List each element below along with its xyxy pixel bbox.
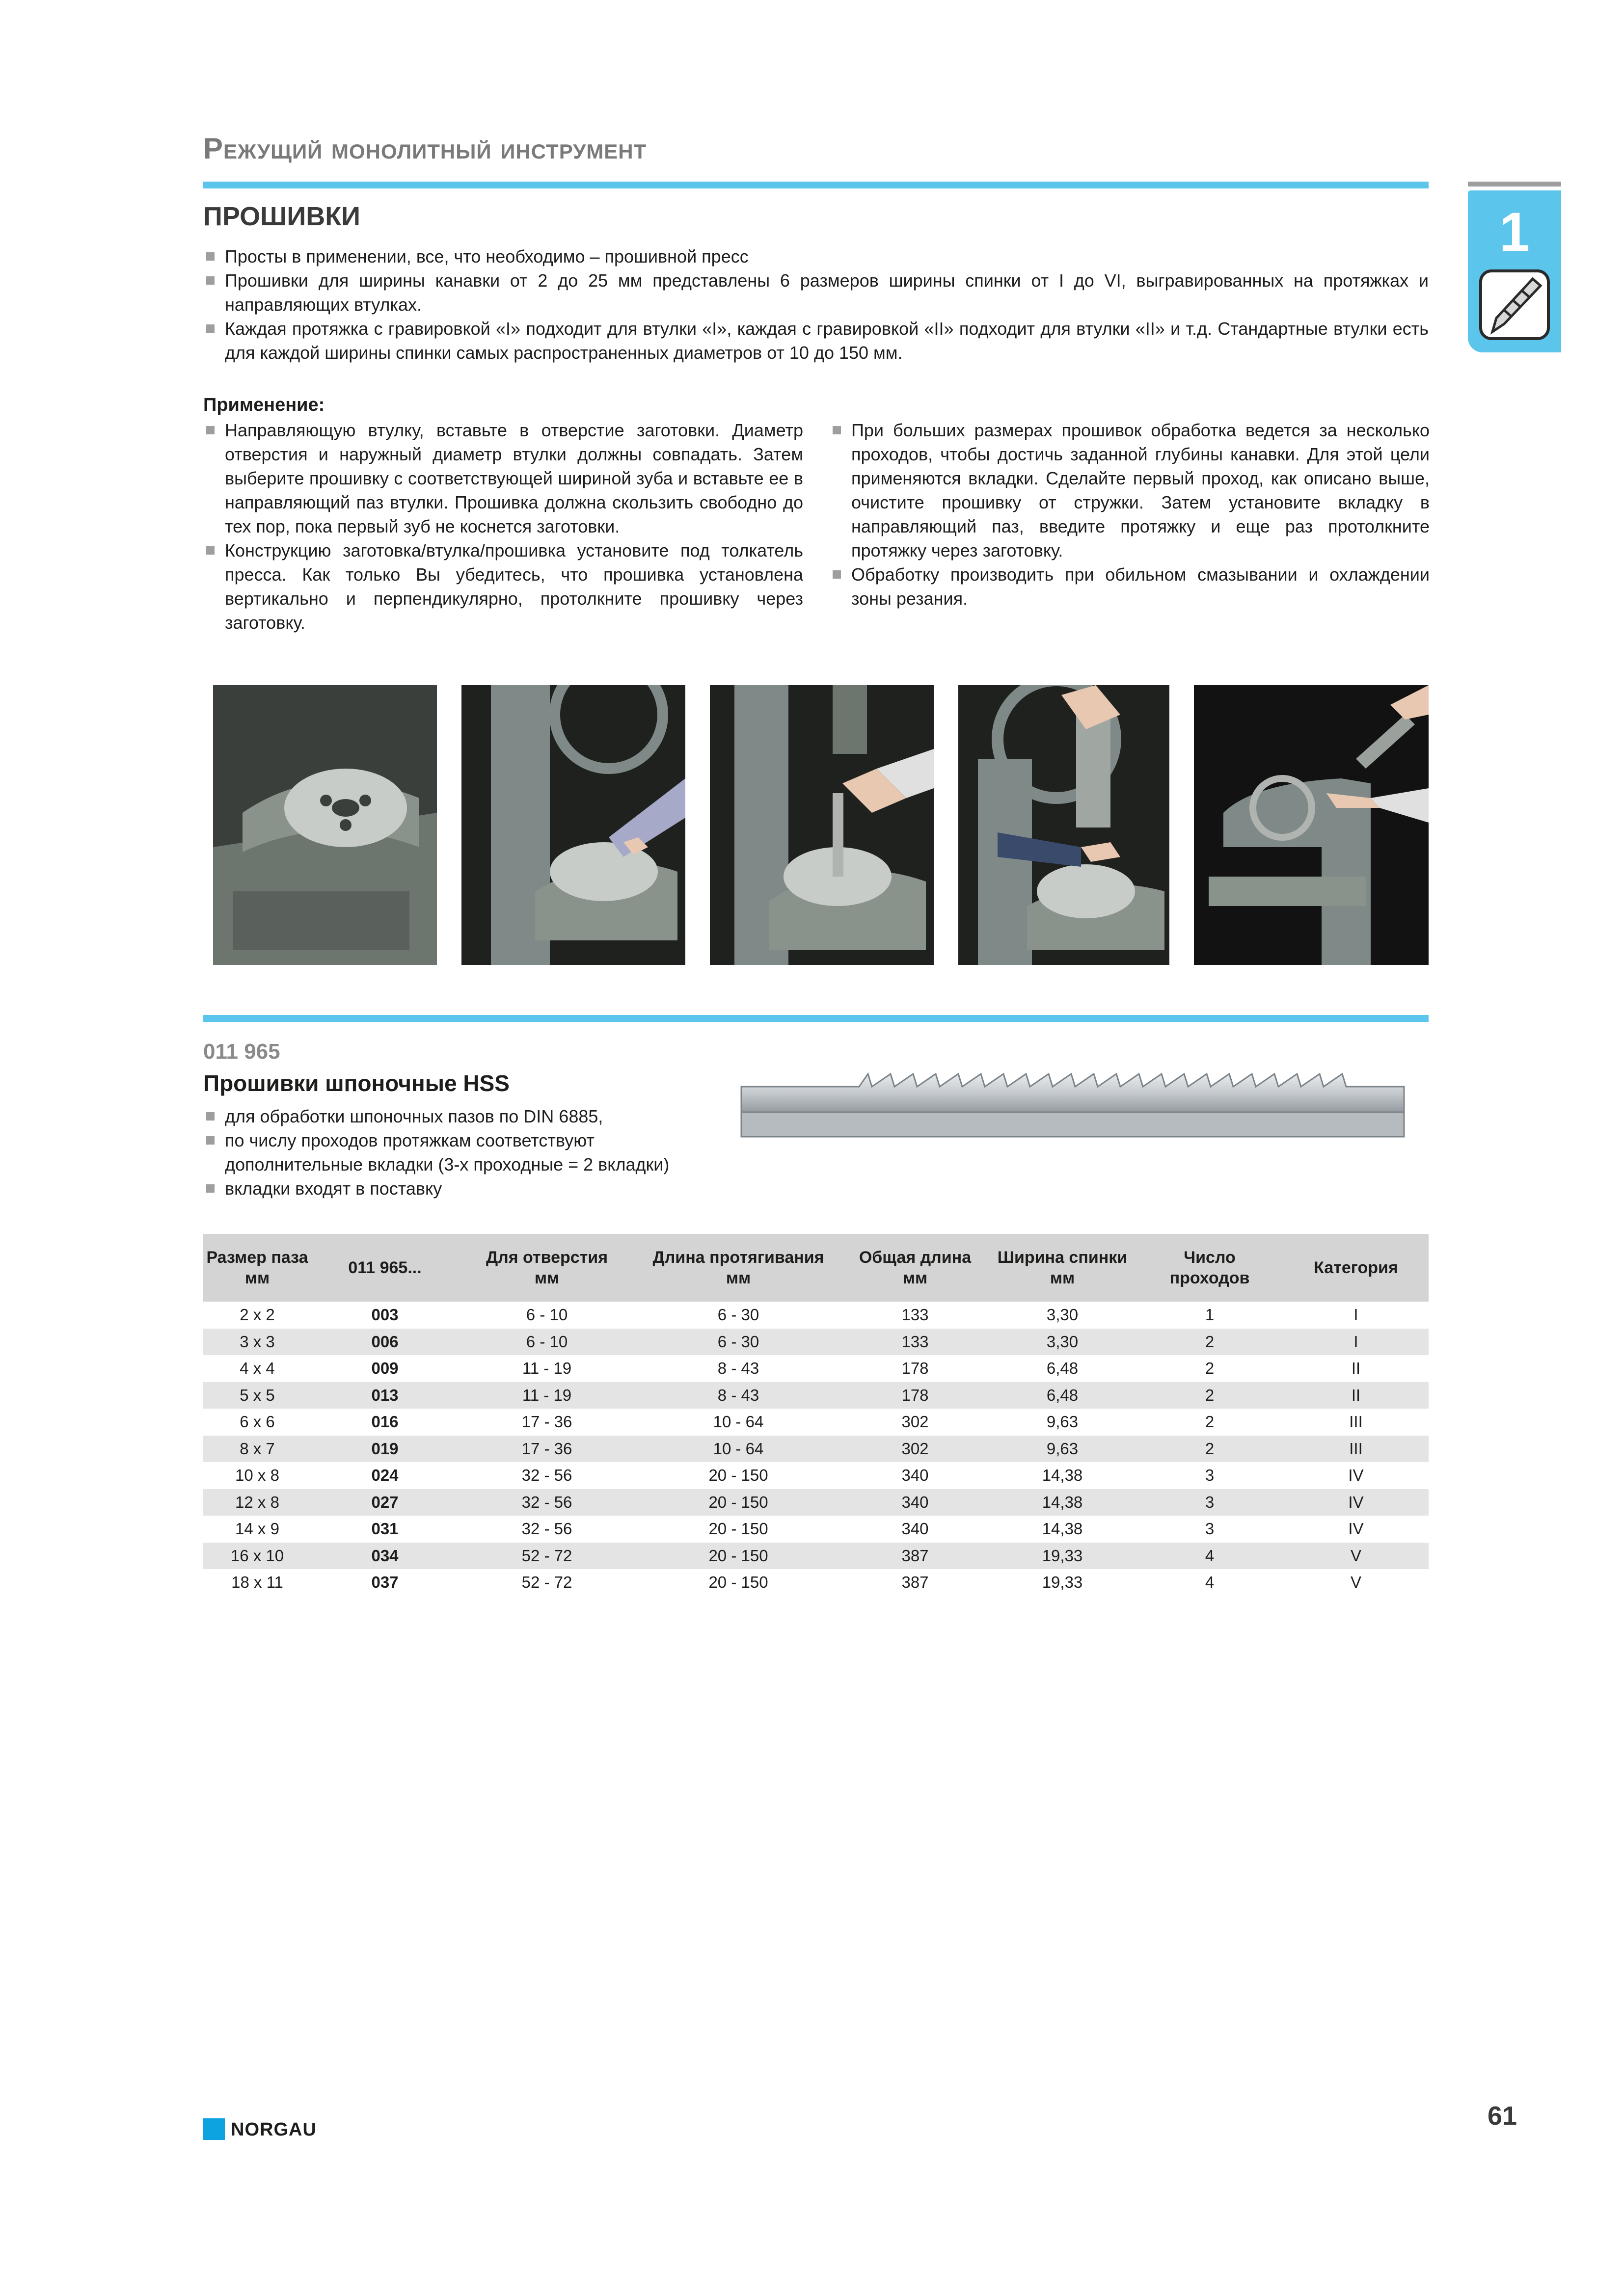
table-cell: 6 x 6 [240,1413,275,1431]
table-cell: 4 [1205,1573,1215,1592]
table-cell: 14,38 [989,1489,1136,1516]
table-cell: 1 [1205,1306,1215,1324]
table-cell: 16 x 10 [203,1543,311,1570]
table-row [203,1489,1429,1516]
product-feature: для обработки шпоночных пазов по DIN 6885, [203,1104,719,1128]
application-step: Направляющую втулку, вставьте в отверстие заготовки. Диаметр отверстия и наружный диаметр втулки должны совпадать. Затем выберите прошивку с соответствующей шириной зуба и вставьте ее в направляющий паз втулки. Прошивка должна скользить свободно до тех пор, пока первый зуб не коснется заготовки. [203,418,803,538]
application-column-left [203,418,803,635]
process-photo-strip [213,685,1429,965]
section-title: ПРОШИВКИ [203,202,360,231]
table-cell: V [1283,1543,1429,1570]
table-cell: 006 [311,1329,459,1356]
table-cell: 3,30 [989,1329,1136,1356]
table-cell: 016 [371,1413,399,1431]
table-cell: 003 [371,1306,399,1324]
section-tab-number: 1 [1499,201,1530,263]
process-photo-4 [958,685,1169,965]
table-cell: 031 [371,1520,399,1538]
table-cell: 8 - 43 [717,1359,759,1378]
table-header-cell: Размер паза мм [203,1234,311,1302]
process-photo-2 [461,685,685,965]
application-column-right [830,418,1430,611]
table-cell: 2 [1136,1436,1283,1463]
table-row [203,1462,1429,1489]
table-cell: 013 [311,1382,459,1409]
table-cell: 52 - 72 [521,1573,572,1592]
table-cell: 20 - 150 [635,1489,841,1516]
brand-logo-square [203,2118,225,2140]
drill-icon [1479,269,1550,343]
table-header-cell: Длина протягивания мм [635,1234,841,1302]
table-cell: 6 - 10 [459,1329,635,1356]
table-cell: 5 x 5 [203,1382,311,1409]
table-cell: 027 [311,1489,459,1516]
table-cell: I [1283,1329,1429,1356]
product-feature: вкладки входят в поставку [203,1176,719,1201]
header-rule [203,182,1429,188]
table-header-cell: Ширина спинки мм [989,1234,1136,1302]
table-cell: 10 x 8 [235,1466,279,1485]
process-photo-5 [1194,685,1429,965]
table-cell: 14,38 [1042,1466,1083,1485]
table-cell: 2 [1205,1359,1215,1378]
table-cell: II [1283,1382,1429,1409]
table-cell: 32 - 56 [521,1520,572,1538]
table-row [203,1569,1429,1596]
intro-item: Каждая протяжка с гравировкой «I» подходит для втулки «I», каждая с гравировкой «II» подходит для втулки «II» и т.д. Стандартные втулки есть для каждой ширины спинки самых распространенных диаметров от 10 до 150 мм. [203,317,1429,365]
table-cell: 2 x 2 [240,1306,275,1324]
table-header-row [203,1234,1429,1302]
table-cell: 6,48 [989,1382,1136,1409]
table-row [203,1543,1429,1570]
table-cell: 32 - 56 [521,1466,572,1485]
table-cell: 20 - 150 [708,1466,768,1485]
table-cell: 8 x 7 [203,1436,311,1463]
table-row [203,1436,1429,1463]
table-cell: 14 x 9 [235,1520,279,1538]
table-cell: 19,33 [989,1543,1136,1570]
table-header-cell: Общая длина мм [841,1234,989,1302]
table-cell: 340 [901,1466,929,1485]
intro-item: Просты в применении, все, что необходимо – прошивной пресс [203,244,1429,268]
table-cell: 133 [841,1329,989,1356]
table-row [203,1329,1429,1356]
brand-logo-text: NORGAU [231,2119,317,2140]
table-cell: 19,33 [1042,1573,1083,1592]
table-cell: 11 - 19 [522,1359,572,1378]
table-cell: 009 [371,1359,399,1378]
table-cell: 3 x 3 [203,1329,311,1356]
application-step: При больших размерах прошивок обработка ведется за несколько проходов, чтобы достичь заданной глубины канавки. Для этой цели применяются вкладки. Сделайте первый проход, как описано выше, очистите прошивку от стружки. Затем установите вкладку в направляющий паз, введите протяжку и еще раз протолкните протяжку через заготовку. [830,418,1430,562]
table-cell: 302 [841,1436,989,1463]
table-cell: 3 [1205,1520,1215,1538]
table-cell: IV [1348,1466,1364,1485]
application-label: Применение: [203,395,325,415]
intro-item: Прошивки для ширины канавки от 2 до 25 мм представлены 6 размеров ширины спинки от I до VI, выгравированных на протяжках и направляющих втулках. [203,268,1429,317]
table-cell: IV [1348,1520,1364,1538]
table-cell: 3 [1136,1489,1283,1516]
table-header-cell: Категория [1283,1234,1429,1302]
table-cell: 32 - 56 [459,1489,635,1516]
table-cell: 20 - 150 [708,1520,768,1538]
table-cell: 6 - 10 [526,1306,568,1324]
table-row [203,1382,1429,1409]
table-cell: 3 [1205,1466,1215,1485]
table-cell: 11 - 19 [459,1382,635,1409]
table-row [203,1355,1429,1382]
table-cell: 9,63 [989,1436,1136,1463]
table-cell: 20 - 150 [635,1543,841,1570]
table-cell: III [1349,1413,1363,1431]
product-title: Прошивки шпоночные HSS [203,1070,510,1096]
process-photo-1 [213,685,437,965]
page-number: 61 [1488,2101,1517,2131]
table-cell: 340 [901,1520,929,1538]
table-row [203,1409,1429,1436]
table-header-cell: Число проходов [1136,1234,1283,1302]
table-cell: 019 [311,1436,459,1463]
section-rule [203,1015,1429,1022]
table-cell: 340 [841,1489,989,1516]
product-code: 011 965 [203,1040,280,1064]
table-cell: IV [1283,1489,1429,1516]
table-cell: 14,38 [1042,1520,1083,1538]
application-step: Обработку производить при обильном смазывании и охлаждении зоны резания. [830,562,1430,611]
table-cell: 302 [901,1413,929,1431]
table-cell: 387 [841,1543,989,1570]
table-cell: 133 [901,1306,929,1324]
application-step: Конструкцию заготовка/втулка/прошивка установите под толкатель пресса. Как только Вы убедитесь, что прошивка установлена вертикально и перпендикулярно, протолкните прошивку через заготовку. [203,538,803,635]
page-header-title: Режущий монолитный инструмент [203,132,647,165]
product-feature: по числу проходов протяжкам соответствуют дополнительные вкладки (3-х проходные = 2 вкладки) [203,1128,719,1176]
table-cell: 6,48 [1046,1359,1079,1378]
table-cell: 4 x 4 [240,1359,275,1378]
table-cell: 6 - 30 [717,1306,759,1324]
table-cell: 8 - 43 [635,1382,841,1409]
table-cell: III [1283,1436,1429,1463]
table-cell: 9,63 [1046,1413,1079,1431]
tab-top-bar [1468,182,1561,187]
table-cell: 17 - 36 [459,1436,635,1463]
process-photo-3 [710,685,934,965]
table-header-cell: Для отверстия мм [459,1234,635,1302]
table-cell: 2 [1205,1413,1215,1431]
table-cell: 4 [1136,1543,1283,1570]
table-cell: 18 x 11 [231,1573,283,1592]
table-cell: II [1351,1359,1361,1378]
table-cell: 20 - 150 [708,1573,768,1592]
table-cell: 178 [901,1359,929,1378]
table-cell: 17 - 36 [521,1413,572,1431]
table-cell: 034 [311,1543,459,1570]
table-row [203,1516,1429,1543]
product-features [203,1104,719,1201]
table-cell: 037 [371,1573,399,1592]
table-header-cell: 011 965... [311,1234,459,1302]
product-table [203,1234,1429,1596]
table-cell: 2 [1136,1329,1283,1356]
intro-list [203,244,1429,365]
table-cell: 10 - 64 [713,1413,764,1431]
keyway-broach-image [736,1067,1409,1143]
table-cell: 10 - 64 [635,1436,841,1463]
table-cell: 2 [1136,1382,1283,1409]
table-cell: 024 [371,1466,399,1485]
table-cell: 178 [841,1382,989,1409]
table-cell: I [1353,1306,1358,1324]
table-cell: 3,30 [1046,1306,1079,1324]
table-cell: 6 - 30 [635,1329,841,1356]
table-cell: 12 x 8 [203,1489,311,1516]
table-row [203,1302,1429,1329]
table-cell: 52 - 72 [459,1543,635,1570]
table-cell: V [1350,1573,1361,1592]
table-cell: 387 [901,1573,929,1592]
